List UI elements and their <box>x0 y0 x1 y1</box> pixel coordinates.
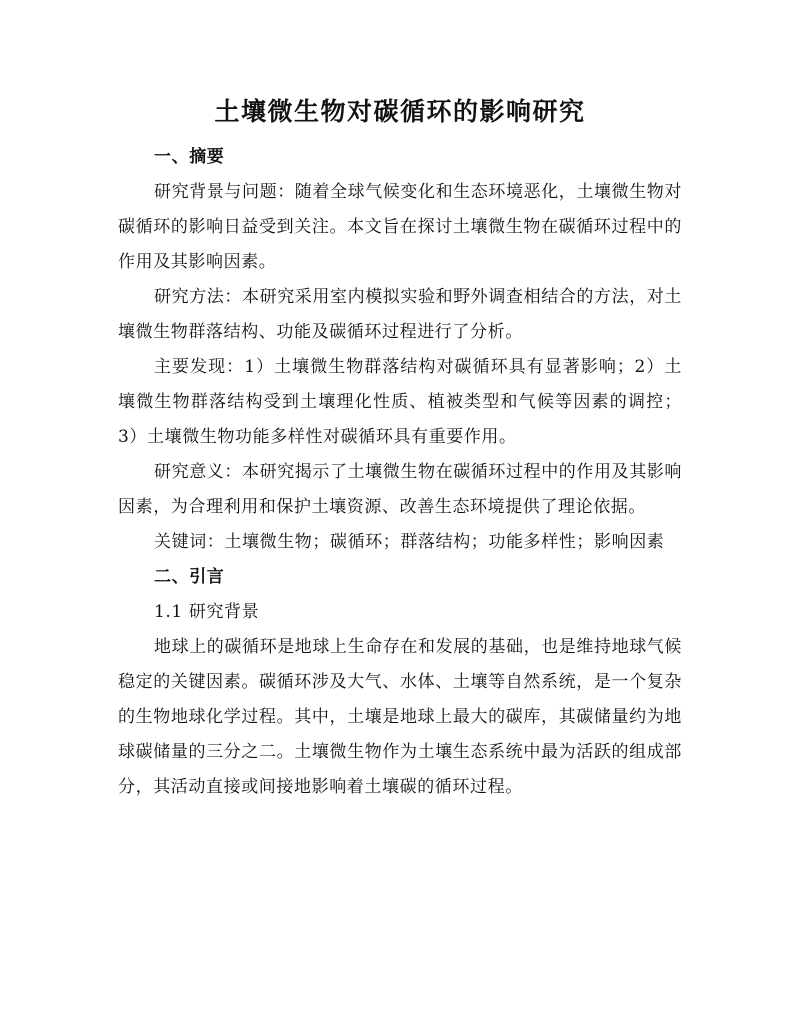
abstract-significance-paragraph: 研究意义：本研究揭示了土壤微生物在碳循环过程中的作用及其影响因素，为合理利用和保护土壤资源、改善生态环境提供了理论依据。 <box>118 462 682 517</box>
abstract-background-paragraph: 研究背景与问题：随着全球气候变化和生态环境恶化，土壤微生物对碳循环的影响日益受到关注。本文旨在探讨土壤微生物在碳循环过程中的作用及其影响因素。 <box>118 182 682 272</box>
document-title: 土壤微生物对碳循环的影响研究 <box>214 97 586 126</box>
document-page <box>118 84 682 805</box>
intro-heading: 二、引言 <box>154 567 225 587</box>
abstract-findings-paragraph: 主要发现：1）土壤微生物群落结构对碳循环具有显著影响；2）土壤微生物群落结构受到土壤理化性质、植被类型和气候等因素的调控；3）土壤微生物功能多样性对碳循环具有重要作用。 <box>118 357 682 447</box>
intro-subheading: 1.1 研究背景 <box>154 602 260 622</box>
keywords-paragraph: 关键词：土壤微生物；碳循环；群落结构；功能多样性；影响因素 <box>154 532 665 552</box>
abstract-methods-paragraph: 研究方法：本研究采用室内模拟实验和野外调查相结合的方法，对土壤微生物群落结构、功能及碳循环过程进行了分析。 <box>118 287 682 342</box>
abstract-heading: 一、摘要 <box>154 147 225 167</box>
intro-paragraph: 地球上的碳循环是地球上生命存在和发展的基础，也是维持地球气候稳定的关键因素。碳循环涉及大气、水体、土壤等自然系统，是一个复杂的生物地球化学过程。其中，土壤是地球上最大的碳库，其碳储量约为地球碳储量的三分之二。土壤微生物作为土壤生态系统中最为活跃的组成部分，其活动直接或间接地影响着土壤碳的循环过程。 <box>118 637 682 797</box>
